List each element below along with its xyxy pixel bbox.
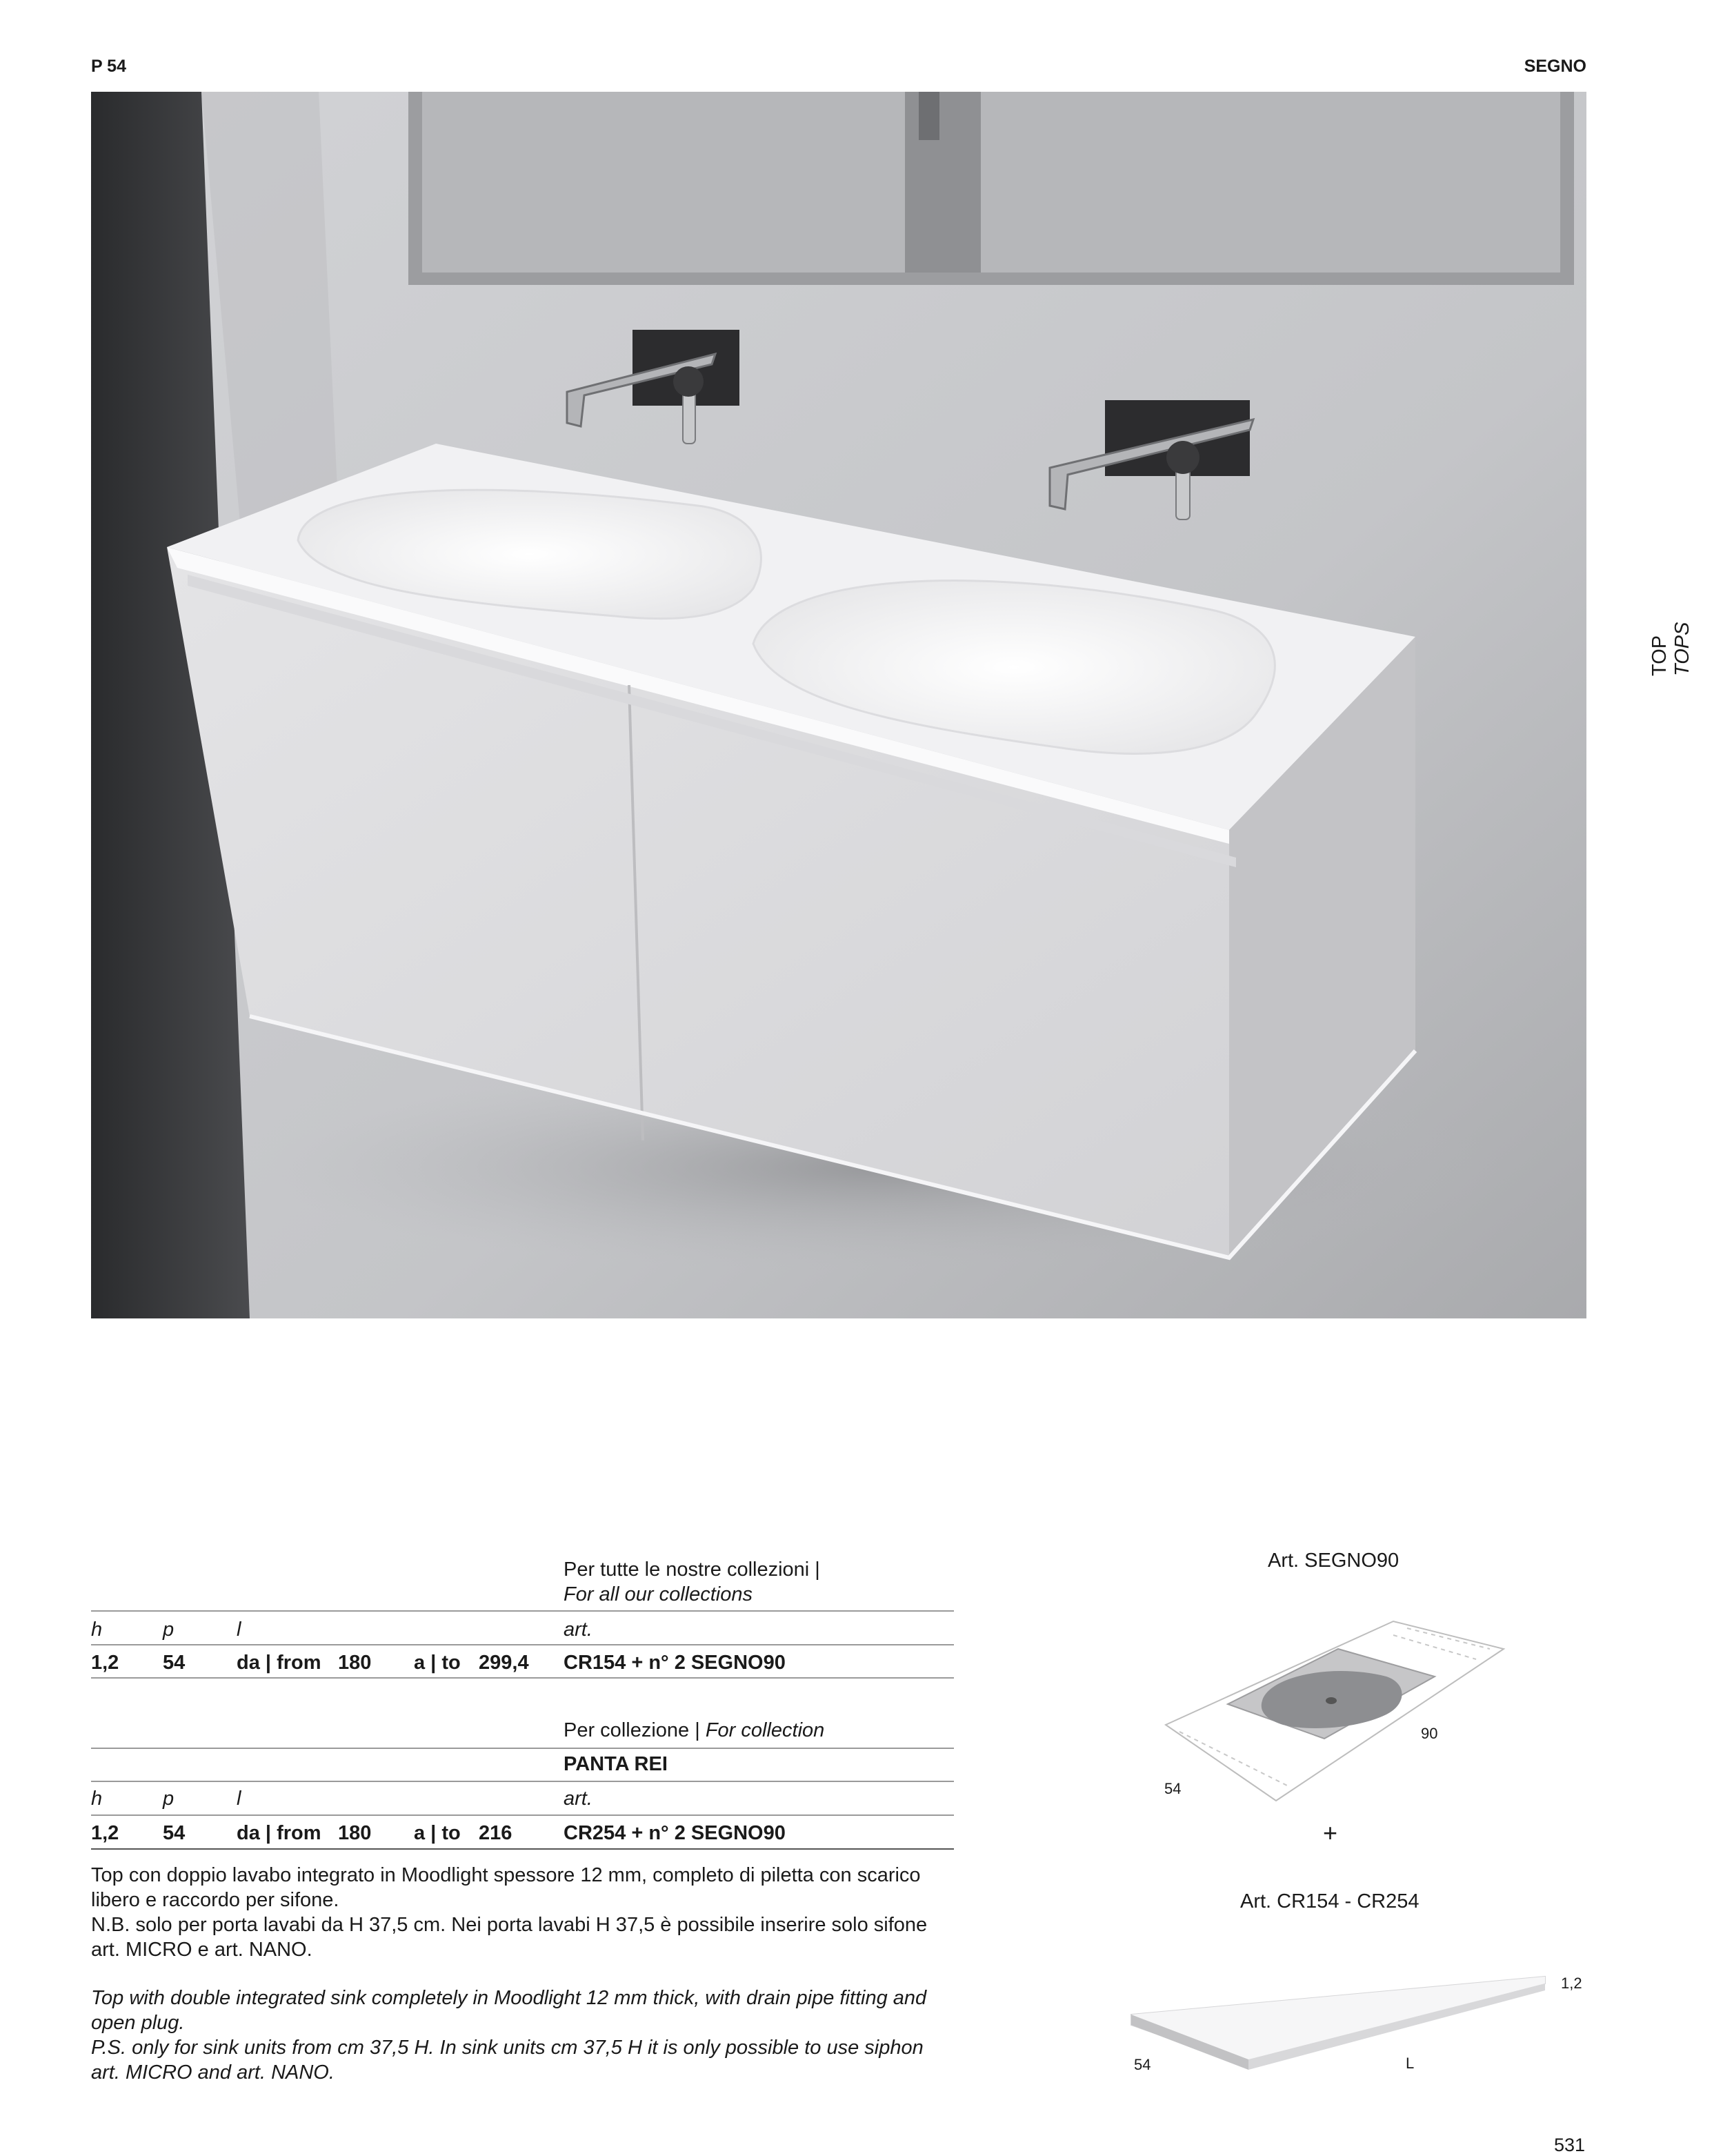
row-from-label: da | from xyxy=(237,1652,321,1674)
row-art: CR154 + n° 2 SEGNO90 xyxy=(564,1652,786,1674)
row-p: 54 xyxy=(163,1652,186,1674)
row-h: 1,2 xyxy=(91,1822,119,1844)
top-dim-length: L xyxy=(1406,2055,1415,2072)
row-from: 180 xyxy=(338,1652,372,1674)
page-reference: P 54 xyxy=(91,57,126,76)
table1-scope: Per tutte le nostre collezioni | xyxy=(564,1559,820,1581)
row-h: 1,2 xyxy=(91,1652,119,1674)
row-p: 54 xyxy=(163,1822,186,1844)
row-to-label: a | to xyxy=(414,1822,461,1844)
header-h: h xyxy=(91,1619,103,1641)
description-en-1: Top with double integrated sink completely in Moodlight 12 mm thick, with drain pipe fitting and open plug. xyxy=(91,1987,927,2034)
divider xyxy=(91,1848,954,1850)
divider xyxy=(91,1644,954,1645)
row-to: 216 xyxy=(479,1822,512,1844)
divider xyxy=(91,1814,954,1816)
description-en-2: P.S. only for sink units from cm 37,5 H. In sink units cm 37,5 H it is only possible to use siphon art. MICRO and art. NANO. xyxy=(91,2037,924,2084)
plus-sign: + xyxy=(1323,1819,1338,1847)
header-art: art. xyxy=(564,1788,592,1810)
table2-scope: Per collezione | For collection xyxy=(564,1719,825,1741)
header-l: l xyxy=(237,1619,241,1641)
table1-scope-en: For all our collections xyxy=(564,1583,753,1605)
brand-title: SEGNO xyxy=(1524,57,1586,76)
top-drawing xyxy=(1124,1966,1552,2084)
divider xyxy=(91,1610,954,1612)
sink-drawing xyxy=(1159,1601,1517,1808)
header-p: p xyxy=(163,1788,175,1810)
side-tab-label-en: TOPS xyxy=(1671,622,1693,676)
product-photo xyxy=(91,92,1586,1318)
row-art: CR254 + n° 2 SEGNO90 xyxy=(564,1822,786,1844)
sink-dim-depth: 54 xyxy=(1164,1780,1182,1797)
page-number: 531 xyxy=(1553,2135,1585,2155)
sink-caption: Art. SEGNO90 xyxy=(1268,1550,1400,1572)
header-h: h xyxy=(91,1788,103,1810)
header-l: l xyxy=(237,1788,241,1810)
divider xyxy=(91,1748,954,1749)
row-to: 299,4 xyxy=(479,1652,529,1674)
description-it-1: Top con doppio lavabo integrato in Moodlight spessore 12 mm, completo di piletta con scarico libero e raccordo per sifone. xyxy=(91,1864,921,1911)
collection-name: PANTA REI xyxy=(564,1753,668,1775)
top-caption: Art. CR154 - CR254 xyxy=(1240,1890,1420,1912)
divider xyxy=(91,1677,954,1679)
top-dim-depth: 54 xyxy=(1134,2056,1151,2073)
product-description xyxy=(91,1863,957,2108)
side-tab-label: TOP xyxy=(1649,635,1671,676)
header-art: art. xyxy=(564,1619,592,1641)
header-p: p xyxy=(163,1619,175,1641)
section-side-tab xyxy=(1649,621,1697,690)
vanity-illustration xyxy=(91,92,1586,1318)
row-from-label: da | from xyxy=(237,1822,321,1844)
top-dim-thickness: 1,2 xyxy=(1561,1975,1582,1992)
divider xyxy=(91,1781,954,1782)
row-to-label: a | to xyxy=(414,1652,461,1674)
sink-dim-width: 90 xyxy=(1421,1725,1438,1742)
row-from: 180 xyxy=(338,1822,372,1844)
description-it-2: N.B. solo per porta lavabi da H 37,5 cm. Nei porta lavabi H 37,5 è possibile inserire solo sifone art. MICRO e art. NANO. xyxy=(91,1914,928,1961)
